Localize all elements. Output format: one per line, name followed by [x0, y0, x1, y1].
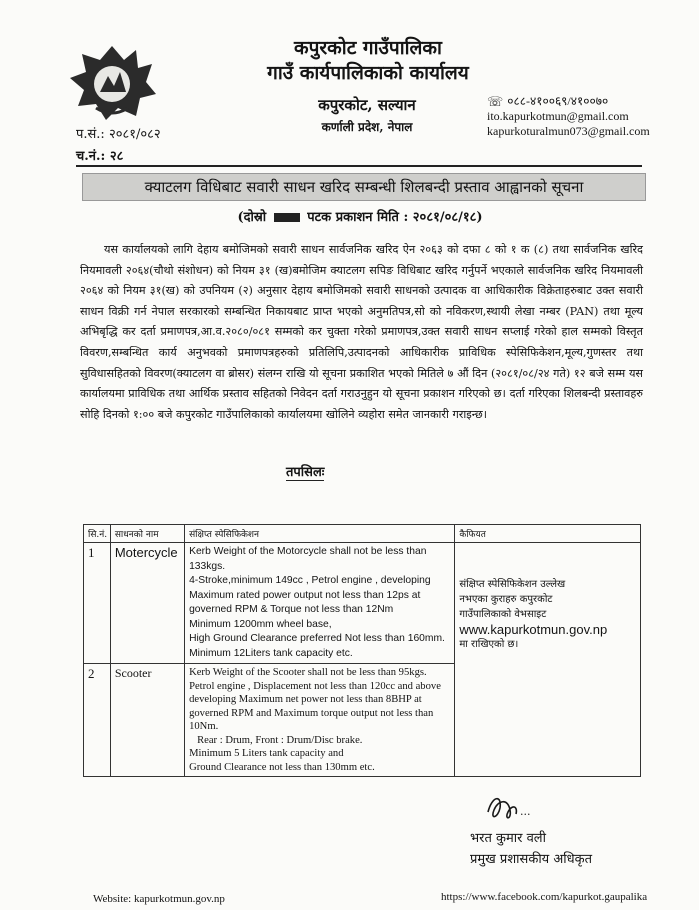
- details-heading: तपसिलः: [286, 462, 324, 481]
- spec-line: Minimum 1200mm wheel base,: [189, 618, 332, 630]
- spec-line: 4-Stroke,minimum 149cc , Petrol engine , developing: [189, 575, 431, 586]
- table-header-row: [84, 525, 641, 543]
- spec-line: Minimum 12Liters tank capacity etc.: [189, 647, 353, 659]
- column-header-serial: सि.नं.: [84, 525, 111, 543]
- spec-line: Maximum rated power output not less than 12ps at: [189, 589, 421, 601]
- office-address: कपुरकोट, सल्यान: [318, 96, 416, 114]
- footer-facebook-link[interactable]: https://www.facebook.com/kapurkot.gaupalika: [441, 891, 648, 903]
- spec-line: High Ground Clearance preferred Not less than 160mm.: [189, 633, 445, 644]
- phone-icon: ☏: [487, 94, 504, 109]
- signer-block: [470, 828, 592, 870]
- row-serial: 1: [84, 543, 111, 664]
- column-header-remarks: कैफियत: [455, 525, 641, 543]
- spec-line: Minimum 5 Liters tank capacity and: [189, 748, 344, 759]
- row-vehicle-name: Scooter: [110, 664, 184, 777]
- nepal-emblem-logo: [66, 42, 158, 124]
- notice-body: यस कार्यालयको लागि देहाय बमोजिमको सवारी साधन सार्वजनिक खरिद ऐन २०६३ को दफा ८ को १ क (८) तथा सार्वजनिक खरिद नियमावली २०६४(चौथो संशोधन) को नियम ३१ (ख)बमोजिम क्याटलग सपिङ विधिबाट खरिद गर्नुपर्ने भएकाले सार्वजनिक खरिद नियमावली २०६४ को नियम ३१(ख) को उपनियम (२) अनुसार देहाय बमोजिमको सवारी साधनको उत्पादक वा आधिकारीक विक्रेताहरुबाट उक्त सवारी साधन विक्री गर्न नेपाल सरकारको सम्बन्धित निकायबाट प्राप्त भएको अनुमतिपत्र,सो को नविकरण,स्थायी लेखा नम्बर (PAN) तथा मूल्य अभिबृद्धि कर दर्ता प्रमाणपत्र,आ.व.२०८०/०८१ सम्मको कर चुक्ता गरेको प्रमाणपत्र,उक्त सवारी साधन सप्लाई गरेको हाल सम्मको विस्तृत विवरण,सम्बन्धित कार्य अनुभवको प्रमाणपत्रहरुको प्रतिलिपि,उत्पादनको आधिकारीक प्राविधिक स्पेसिफिकेशन,मूल्य,गुणस्तर तथा सुविधासहितको विवरण(क्याटलग वा ब्रोसर) संलग्न राखि यो सूचना प्रकाशित भएको मितिले ७ औं दिन (२०८१/०८/२४ गते) १२ बजे सम्म यस कार्यालयमा प्राविधिक तथा आर्थिक प्रस्ताव सहितको निवेदन दर्ता गराउनुहुन यो सूचना प्रकाशन गरिएको छ। दर्ता गरिएका शिलबन्दी प्रस्तावहरु सोहि दिनको १:०० बजे कपुरकोट गाउँपालिकाको कार्यालयमा खोलिने व्यहोरा समेत जानकारी गराइन्छ।: [80, 243, 643, 421]
- spec-line: Rear : Drum, Front : Drum/Disc brake.: [197, 734, 363, 746]
- publication-date-line: [160, 207, 560, 225]
- column-header-spec: संक्षिप्त स्पेसिफिकेशन: [185, 525, 455, 543]
- row-serial: 2: [84, 664, 111, 777]
- spec-line: Petrol engine , Displacement not less than 120cc and above developing Maximum net power not less than 8BHP at governed RPM and Maximum torque output not less than 10Nm.: [189, 680, 441, 732]
- column-header-vehicle: साधनको नाम: [110, 525, 184, 543]
- contact-block: [487, 94, 692, 139]
- row-remarks: [455, 543, 641, 777]
- redaction-mark: [274, 213, 300, 222]
- row-specification: [185, 543, 455, 664]
- spec-line: Kerb Weight of the Scooter shall not be less than 95kgs.: [189, 667, 427, 678]
- office-title: [218, 36, 518, 86]
- vehicle-spec-table: [83, 524, 641, 777]
- website-link[interactable]: www.kapurkotmun.gov.np: [459, 622, 608, 637]
- email-secondary: kapurkoturalmun073@gmail.com: [487, 124, 650, 138]
- province-name: कर्णाली प्रदेश, नेपाल: [321, 120, 413, 134]
- remarks-line: गाउँपालिकाको वेभसाइट: [459, 609, 547, 620]
- remarks-line: मा राखिएको छ।: [459, 639, 519, 650]
- handwritten-signature: [482, 790, 546, 826]
- row-vehicle-name: Motercycle: [110, 543, 184, 664]
- signer-name: भरत कुमार वली: [470, 831, 546, 846]
- signature-dots: ...: [520, 805, 531, 818]
- row-specification: [185, 664, 455, 777]
- remarks-line: संक्षिप्त स्पेसिफिकेशन उल्लेख: [459, 579, 566, 590]
- office-name: गाउँ कार्यपालिकाको कार्यालय: [267, 62, 469, 84]
- header-divider: [76, 165, 642, 167]
- publication-label-right: पटक प्रकाशन मिति : २०८१/०८/१८): [307, 210, 483, 225]
- phone-number: ०८८-४१००६९/४१००७०: [507, 94, 609, 108]
- spec-line: Ground Clearance not less than 130mm etc.: [189, 761, 375, 773]
- table-row: [84, 543, 641, 664]
- notice-title: क्याटलग विधिबाट सवारी साधन खरिद सम्बन्धी शिलबन्दी प्रस्ताव आह्वानको सूचना: [82, 173, 646, 201]
- signer-title: प्रमुख प्रशासकीय अधिकृत: [470, 852, 593, 867]
- publication-label-left: (दोस्रो: [237, 210, 267, 225]
- phone-row: [487, 94, 692, 109]
- email-primary: ito.kapurkotmun@gmail.com: [487, 109, 629, 123]
- spec-line: Kerb Weight of the Motorcycle shall not be less than 133kgs.: [189, 546, 427, 572]
- footer-website[interactable]: Website: kapurkotmun.gov.np: [93, 893, 225, 905]
- letter-number: प.सं.: २०८१/०८२: [76, 127, 161, 142]
- municipality-name: कपुरकोट गाउँपालिका: [294, 37, 442, 59]
- spec-line: governed RPM & Torque not less than 12Nm: [189, 604, 394, 615]
- remarks-line: नभएका कुराहरु कपुरकोट: [459, 594, 553, 605]
- dispatch-number: च.नं.: २८: [76, 149, 124, 164]
